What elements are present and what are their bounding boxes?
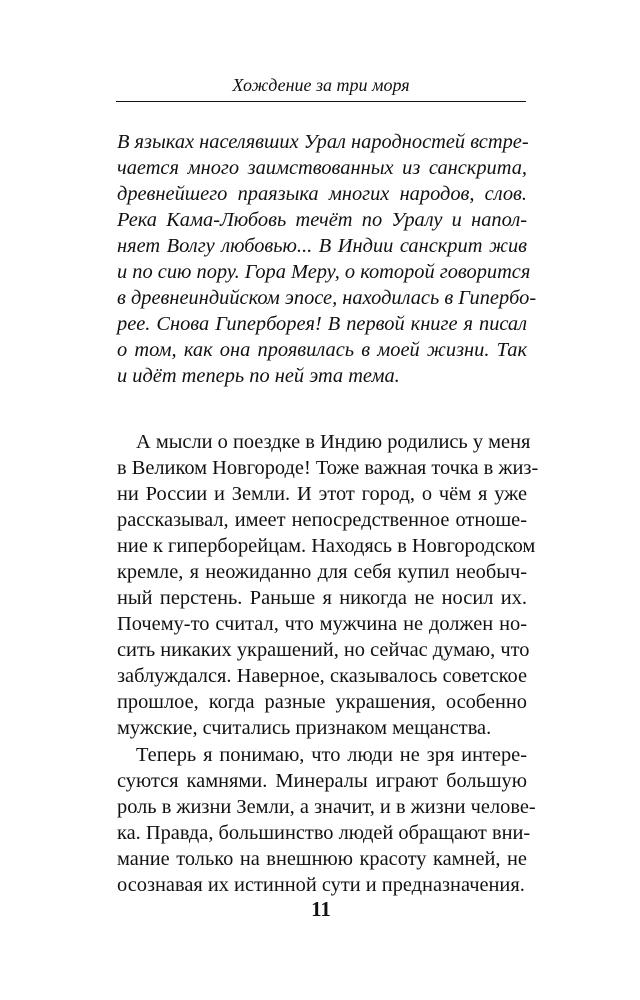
epigraph-line: о том, как она проявилась в моей жизни. Так [117,339,527,361]
epigraph-line: няет Волгу любовью... В Индии санскрит жив [117,235,527,257]
body-line: прошлое, когда разные украшения, особенно [117,691,527,713]
body-line: рассказывал, имеет непосредственное отноше- [117,509,527,531]
body-line: осознавая их истинной сути и предназначения. [117,874,525,896]
epigraph-line: Река Кама-Любовь течёт по Уралу и напол- [117,209,527,231]
body-line: в Великом Новгороде! Тоже важная точка в жиз- [117,457,539,479]
header-rule [116,101,526,102]
body-line: кремле, я неожиданно для себя купил необыч- [117,561,527,583]
body-line: роль в жизни Земли, а значит, и в жизни челове- [117,796,536,818]
body-line: ка. Правда, большинство людей обращают вни- [117,822,531,844]
epigraph-line: чается много заимствованных из санскрита, [117,157,527,179]
body-line: мужские, считались признаком мещанства. [117,717,492,739]
body-line: Теперь я понимаю, что люди не зря интере- [136,744,527,766]
body-line: А мысли о поездке в Индию родились у меня [136,431,531,453]
body-line: ный перстень. Раньше я никогда не носил их. [117,587,527,609]
body-line: заблуждался. Наверное, сказывалось советское [117,665,527,687]
epigraph-line: древнейшего праязыка многих народов, слов. [117,183,527,205]
body-line: суются камнями. Минералы играют большую [117,770,527,792]
epigraph-line: и по сию пору. Гора Меру, о которой говорится [117,261,531,283]
body-line: ни России и Земли. И этот город, о чём я уже [117,483,527,505]
body-line: сить никаких украшений, но сейчас думаю, что [117,639,530,661]
epigraph-line: в древнеиндийском эпосе, находилась в Гипербо- [117,287,537,309]
page-number: 11 [311,897,331,921]
body-line: мание только на внешнюю красоту камней, не [117,848,527,870]
body-line: Почему-то считал, что мужчина не должен но- [117,613,527,635]
epigraph-line: В языках населявших Урал народностей встре- [117,131,529,153]
epigraph-line: рее. Снова Гиперборея! В первой книге я писал [117,313,527,335]
running-head: Хождение за три моря [232,75,410,95]
epigraph-line: и идёт теперь по ней эта тема. [117,365,400,387]
body-line: ние к гиперборейцам. Находясь в Новгородском [117,535,536,557]
